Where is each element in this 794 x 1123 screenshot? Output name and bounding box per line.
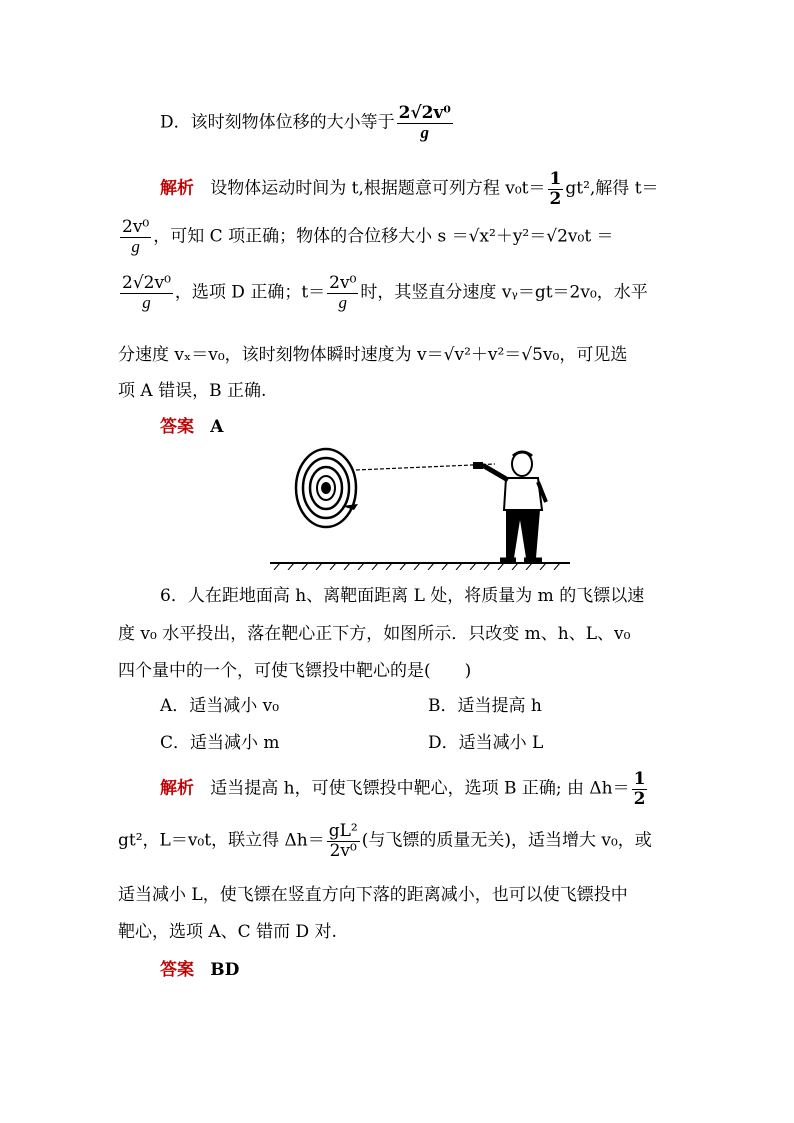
solution-text: gt²,解得 t＝ xyxy=(565,178,659,199)
fraction-numerator: 2v⁰ xyxy=(329,273,357,293)
solution2-line-1 xyxy=(160,770,649,808)
answer-label: 答案 xyxy=(160,960,194,980)
answer-value: BD xyxy=(210,960,240,980)
question-line-3: 四个量中的一个，可使飞镖投中靶心的是( ) xyxy=(118,661,472,681)
fraction-denominator: 2v⁰ xyxy=(329,840,357,861)
option-d-text: D．该时刻物体位移的大小等于 xyxy=(160,112,395,133)
person-icon xyxy=(473,452,546,560)
solution2-line-4: 靶心，选项 A、C 错而 D 对. xyxy=(118,922,337,942)
fraction-numerator: 1 xyxy=(633,769,646,789)
fraction-denominator: g xyxy=(338,292,348,312)
solution-line-3 xyxy=(118,274,648,312)
solution-line-4: 分速度 vₓ＝v₀，该时刻物体瞬时速度为 v＝√v²＋v²＝√5v₀，可见选 xyxy=(118,345,628,365)
solution-text: 设物体运动时间为 t,根据题意可列方程 v₀t＝ xyxy=(210,178,546,199)
fraction-numerator: 2√2v⁰ xyxy=(398,103,451,123)
solution-text: gt²，L＝v₀t，联立得 Δh＝ xyxy=(118,830,325,851)
solution2-line-2 xyxy=(118,822,652,860)
fraction-denominator: g xyxy=(131,236,140,256)
option-d-fraction xyxy=(397,104,453,142)
answer-line xyxy=(160,412,223,437)
fraction-numerator: gL² xyxy=(328,821,358,841)
fraction xyxy=(120,274,173,312)
solution-line-2 xyxy=(118,218,614,256)
solution-line-1 xyxy=(160,170,659,208)
fraction xyxy=(632,770,648,808)
fraction-denominator: g xyxy=(420,122,429,142)
fraction-numerator: 1 xyxy=(549,169,562,189)
fraction xyxy=(548,170,564,208)
fraction xyxy=(327,274,358,312)
answer-value: A xyxy=(210,417,224,437)
fraction-numerator: 2v⁰ xyxy=(122,217,150,237)
question-line-2: 度 v₀ 水平投出，落在靶心正下方，如图所示．只改变 m、h、L、v₀ xyxy=(118,624,631,644)
solution-text: ，选项 D 正确；t＝ xyxy=(174,282,326,303)
solution-text: (与飞镖的质量无关)，适当增大 v₀，或 xyxy=(361,830,652,851)
solution-text: 时，其竖直分速度 vᵧ＝gt＝2v₀，水平 xyxy=(360,282,648,303)
target-icon xyxy=(296,449,356,527)
option-d-line xyxy=(160,104,455,142)
solution-label: 解析 xyxy=(160,178,194,199)
solution-text: ，可知 C 项正确；物体的合位移大小 s ＝√x²＋y²＝√2v₀t ＝ xyxy=(153,226,614,247)
solution2-line-3: 适当减小 L，使飞镖在竖直方向下落的距离减小，也可以使飞镖投中 xyxy=(118,885,628,905)
question-line-1: 6．人在距地面高 h、离靶面距离 L 处，将质量为 m 的飞镖以速 xyxy=(160,586,645,606)
solution-text: 适当提高 h，可使飞镖投中靶心，选项 B 正确; 由 Δh＝ xyxy=(210,778,630,799)
answer2-line xyxy=(160,955,239,980)
fraction-denominator: g xyxy=(142,292,151,312)
option-d: D．适当减小 L xyxy=(428,733,544,753)
option-c: C．适当减小 m xyxy=(160,733,280,753)
fraction xyxy=(327,822,360,860)
fraction xyxy=(120,218,151,256)
answer-label: 答案 xyxy=(160,417,194,437)
option-b: B．适当提高 h xyxy=(428,696,542,716)
solution-label: 解析 xyxy=(160,778,194,799)
fraction-denominator: 2 xyxy=(633,788,646,809)
fraction-denominator: 2 xyxy=(549,188,562,209)
ground-hatch xyxy=(274,563,560,570)
solution-line-5: 项 A 错误，B 正确. xyxy=(118,381,267,401)
dart-figure xyxy=(270,440,570,570)
fraction-numerator: 2√2v⁰ xyxy=(122,273,171,293)
option-a: A．适当减小 v₀ xyxy=(160,696,280,716)
